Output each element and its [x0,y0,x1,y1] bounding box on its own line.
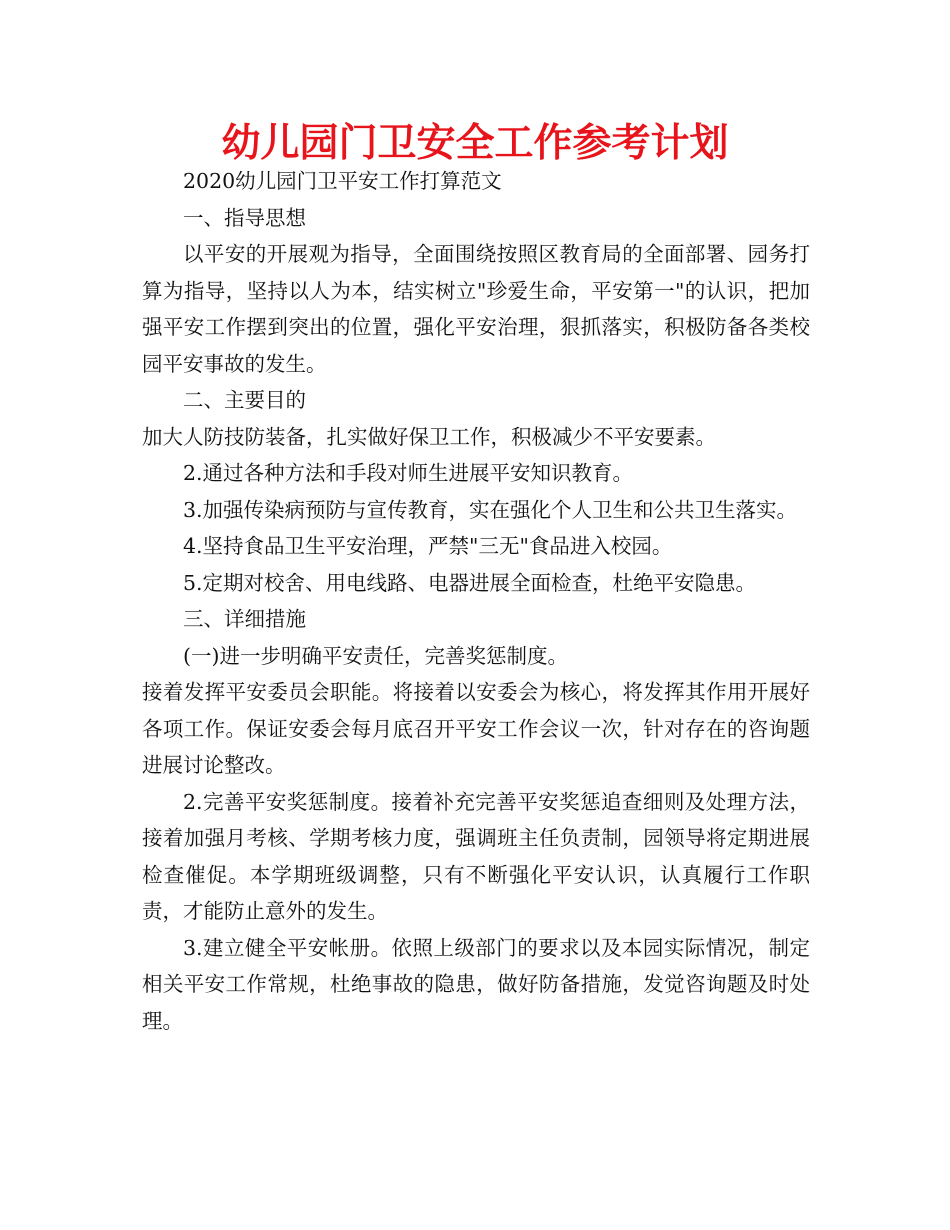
paragraph: 3.建立健全平安帐册。依照上级部门的要求以及本园实际情况，制定相关平安工作常规，杜绝事故的隐患，做好防备措施，发觉咨询题及时处理。 [142,935,810,1033]
paragraph: 3.加强传染病预防与宣传教育，实在强化个人卫生和公共卫生落实。 [183,497,798,522]
paragraph: 一、指导思想 [183,205,306,230]
paragraph: 接着发挥平安委员会职能。将接着以安委会为核心，将发挥其作用开展好各项工作。保证安委会每月底召开平安工作会议一次，针对存在的咨询题进展讨论整改。 [142,680,810,777]
document-title: 幼儿园门卫安全工作参考计划 [221,121,729,166]
paragraph: 2.完善平安奖惩制度。接着补充完善平安奖惩追查细则及处理方法，接着加强月考核、学期考核力度，强调班主任负责制，园领导将定期进展检查催促。本学期班级调整，只有不断强化平安认识，认真履行工作职责，才能防止意外的发生。 [142,789,810,923]
paragraph: 5.定期对校舍、用电线路、电器进展全面检查，杜绝平安隐患。 [183,570,757,595]
paragraph: 2.通过各种方法和手段对师生进展平安知识教育。 [183,461,634,485]
paragraph: 以平安的开展观为指导，全面围绕按照区教育局的全面部署、园务打算为指导，坚持以人为本，结实树立"珍爱生命，平安第一"的认识，把加强平安工作摆到突出的位置，强化平安治理，狠抓落实，积极防备各类校园平安事故的发生。 [142,242,810,376]
paragraph: 加大人防技防装备，扎实做好保卫工作，积极减少不平安要素。 [142,424,716,449]
paragraph: 三、详细措施 [183,607,306,631]
paragraph: 2020幼儿园门卫平安工作打算范文 [183,169,502,193]
paragraph: 4.坚持食品卫生平安治理，严禁"三无"食品进入校园。 [183,534,673,558]
document-body [142,163,810,1039]
paragraph: 二、主要目的 [183,388,306,412]
paragraph: (一)进一步明确平安责任，完善奖惩制度。 [183,643,568,668]
